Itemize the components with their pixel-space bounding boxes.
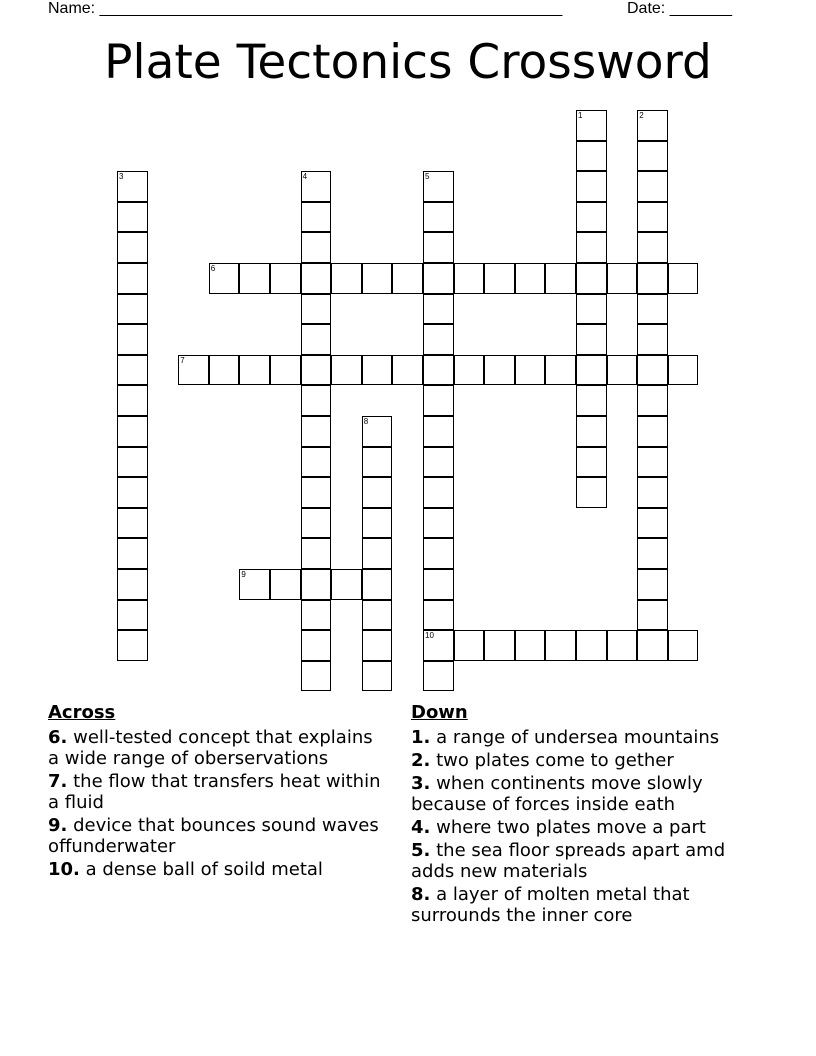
clue-text: device that bounces sound waves offunderwater <box>48 815 379 857</box>
grid-cell[interactable] <box>545 355 576 386</box>
grid-cell[interactable] <box>117 263 148 294</box>
across-clues <box>48 702 388 882</box>
grid-cell[interactable] <box>362 538 393 569</box>
grid-cell[interactable] <box>637 171 668 202</box>
clue-text: the flow that transfers heat within a fluid <box>48 771 381 813</box>
grid-cell[interactable] <box>362 508 393 539</box>
grid-cell[interactable] <box>637 294 668 325</box>
grid-cell[interactable] <box>362 477 393 508</box>
grid-cell[interactable] <box>515 263 546 294</box>
grid-cell[interactable] <box>576 171 607 202</box>
clue-text: two plates come to gether <box>430 750 674 771</box>
clue-number: 5. <box>411 840 431 861</box>
grid-cell[interactable] <box>209 355 240 386</box>
grid-cell[interactable] <box>576 416 607 447</box>
grid-cell[interactable] <box>117 385 148 416</box>
grid-cell[interactable] <box>301 294 332 325</box>
grid-cell[interactable] <box>270 263 301 294</box>
grid-cell[interactable] <box>423 416 454 447</box>
clue-number: 1. <box>411 727 431 748</box>
grid-cell[interactable] <box>362 600 393 631</box>
grid-cell[interactable] <box>637 630 668 661</box>
grid-cell[interactable] <box>423 355 454 386</box>
grid-cell[interactable] <box>117 416 148 447</box>
grid-cell[interactable] <box>362 569 393 600</box>
clue-number-label: 5 <box>425 172 430 182</box>
grid-cell[interactable] <box>423 232 454 263</box>
clue-number: 10. <box>48 859 80 880</box>
grid-cell[interactable] <box>484 630 515 661</box>
grid-cell[interactable] <box>545 630 576 661</box>
grid-cell[interactable] <box>545 263 576 294</box>
grid-cell[interactable] <box>484 355 515 386</box>
clue-number: 2. <box>411 750 431 771</box>
grid-cell[interactable] <box>301 600 332 631</box>
grid-cell[interactable] <box>637 232 668 263</box>
grid-cell[interactable] <box>423 447 454 478</box>
grid-cell[interactable] <box>117 600 148 631</box>
grid-cell[interactable] <box>637 355 668 386</box>
grid-cell[interactable] <box>576 447 607 478</box>
grid-cell[interactable] <box>423 661 454 692</box>
clue-down-3 <box>411 773 771 815</box>
grid-cell[interactable] <box>607 263 638 294</box>
grid-cell[interactable] <box>423 569 454 600</box>
grid-cell[interactable] <box>117 630 148 661</box>
clue-across-7 <box>48 771 388 813</box>
clue-number: 9. <box>48 815 68 836</box>
grid-cell[interactable] <box>331 263 362 294</box>
grid-cell[interactable] <box>668 263 699 294</box>
grid-cell[interactable] <box>301 630 332 661</box>
clue-number-label: 9 <box>241 570 246 579</box>
clue-down-1 <box>411 727 771 748</box>
grid-cell[interactable] <box>270 355 301 386</box>
grid-cell[interactable] <box>117 232 148 263</box>
grid-cell[interactable] <box>301 385 332 416</box>
clue-text: a dense ball of soild metal <box>79 859 323 880</box>
grid-cell[interactable] <box>637 202 668 233</box>
grid-cell[interactable] <box>607 355 638 386</box>
clue-number: 7. <box>48 771 68 792</box>
across-heading: Across <box>48 702 116 723</box>
grid-cell[interactable] <box>454 630 485 661</box>
grid-cell[interactable] <box>301 569 332 600</box>
grid-cell[interactable] <box>637 141 668 172</box>
clue-number-label: 3 <box>119 172 124 182</box>
clue-number-label: 6 <box>210 264 216 273</box>
grid-cell[interactable] <box>301 416 332 447</box>
grid-cell[interactable] <box>362 630 393 661</box>
clue-down-5 <box>411 840 771 882</box>
clue-number-label: 10 <box>425 631 434 641</box>
grid-cell[interactable] <box>637 600 668 631</box>
grid-cell[interactable] <box>362 447 393 478</box>
clue-text: a range of undersea mountains <box>430 727 720 748</box>
grid-cell[interactable] <box>637 538 668 569</box>
grid-cell[interactable] <box>301 263 332 294</box>
clue-number-label: 4 <box>302 172 308 182</box>
clue-number-label: 1 <box>578 111 583 120</box>
grid-cell[interactable] <box>423 385 454 416</box>
grid-cell[interactable] <box>484 263 515 294</box>
grid-cell[interactable] <box>637 263 668 294</box>
name-field-label: Name: ____________________________________________________ <box>48 0 563 17</box>
grid-cell[interactable] <box>423 600 454 631</box>
grid-cell[interactable] <box>117 538 148 569</box>
down-heading: Down <box>411 702 468 723</box>
grid-cell[interactable] <box>301 508 332 539</box>
grid-cell[interactable] <box>301 324 332 355</box>
grid-cell[interactable] <box>423 202 454 233</box>
grid-cell[interactable] <box>576 355 607 386</box>
grid-cell[interactable] <box>637 477 668 508</box>
grid-cell[interactable] <box>637 447 668 478</box>
clue-number: 8. <box>411 884 431 905</box>
grid-cell[interactable] <box>117 569 148 600</box>
grid-cell[interactable] <box>362 355 393 386</box>
grid-cell[interactable] <box>239 263 270 294</box>
grid-cell[interactable] <box>637 508 668 539</box>
grid-cell[interactable] <box>576 141 607 172</box>
clue-across-9 <box>48 815 388 857</box>
grid-cell[interactable] <box>576 385 607 416</box>
clue-down-8 <box>411 884 771 926</box>
grid-cell[interactable] <box>423 263 454 294</box>
clue-text: when continents move slowly because of forces inside eath <box>411 773 703 815</box>
down-clues <box>411 702 771 928</box>
grid-cell[interactable] <box>454 355 485 386</box>
grid-cell[interactable] <box>362 263 393 294</box>
grid-cell[interactable] <box>301 355 332 386</box>
grid-cell[interactable] <box>117 324 148 355</box>
date-field-label: Date: _______ <box>627 0 732 17</box>
grid-cell[interactable] <box>576 324 607 355</box>
grid-cell[interactable] <box>637 416 668 447</box>
grid-cell[interactable] <box>576 263 607 294</box>
clue-down-2 <box>411 750 771 771</box>
grid-cell[interactable] <box>423 294 454 325</box>
grid-cell[interactable] <box>301 232 332 263</box>
grid-cell[interactable] <box>637 385 668 416</box>
clue-number-label: 8 <box>363 417 369 426</box>
grid-cell[interactable] <box>301 202 332 233</box>
grid-cell[interactable] <box>117 508 148 539</box>
clue-number: 4. <box>411 817 431 838</box>
grid-cell[interactable] <box>423 538 454 569</box>
clue-text: a layer of molten metal that surrounds the inner core <box>411 884 690 926</box>
grid-cell[interactable] <box>423 477 454 508</box>
clue-across-6 <box>48 727 388 769</box>
grid-cell[interactable] <box>576 294 607 325</box>
grid-cell[interactable] <box>331 355 362 386</box>
grid-cell[interactable] <box>301 447 332 478</box>
grid-cell[interactable] <box>239 355 270 386</box>
clue-number-label: 2 <box>639 111 644 120</box>
grid-cell[interactable] <box>515 630 546 661</box>
grid-cell[interactable] <box>607 630 638 661</box>
grid-cell[interactable] <box>515 355 546 386</box>
grid-cell[interactable] <box>392 355 423 386</box>
grid-cell[interactable] <box>668 355 699 386</box>
clue-number: 6. <box>48 727 68 748</box>
clue-text: well-tested concept that explains a wide range of oberservations <box>48 727 373 769</box>
clue-number: 3. <box>411 773 431 794</box>
worksheet-header <box>0 0 816 20</box>
grid-cell[interactable] <box>576 477 607 508</box>
grid-cell[interactable] <box>668 630 699 661</box>
clue-text: where two plates move a part <box>430 817 706 838</box>
grid-cell[interactable] <box>301 477 332 508</box>
grid-cell[interactable] <box>117 202 148 233</box>
grid-cell[interactable] <box>392 263 423 294</box>
grid-cell[interactable] <box>270 569 301 600</box>
grid-cell[interactable] <box>576 202 607 233</box>
grid-cell[interactable] <box>576 630 607 661</box>
page-title: Plate Tectonics Crossword <box>104 35 712 90</box>
clue-number-label: 7 <box>180 355 185 365</box>
grid-cell[interactable] <box>637 569 668 600</box>
clue-text: the sea floor spreads apart amd adds new materials <box>411 840 726 882</box>
clue-down-4 <box>411 817 771 838</box>
grid-cell[interactable] <box>576 232 607 263</box>
grid-cell[interactable] <box>423 508 454 539</box>
grid-cell[interactable] <box>117 447 148 478</box>
grid-cell[interactable] <box>301 538 332 569</box>
grid-cell[interactable] <box>301 661 332 692</box>
clue-across-10 <box>48 859 388 880</box>
grid-cell[interactable] <box>423 324 454 355</box>
grid-cell[interactable] <box>117 355 148 386</box>
grid-cell[interactable] <box>454 263 485 294</box>
grid-cell[interactable] <box>117 294 148 325</box>
grid-cell[interactable] <box>362 661 393 692</box>
grid-cell[interactable] <box>117 477 148 508</box>
grid-cell[interactable] <box>331 569 362 600</box>
grid-cell[interactable] <box>637 324 668 355</box>
